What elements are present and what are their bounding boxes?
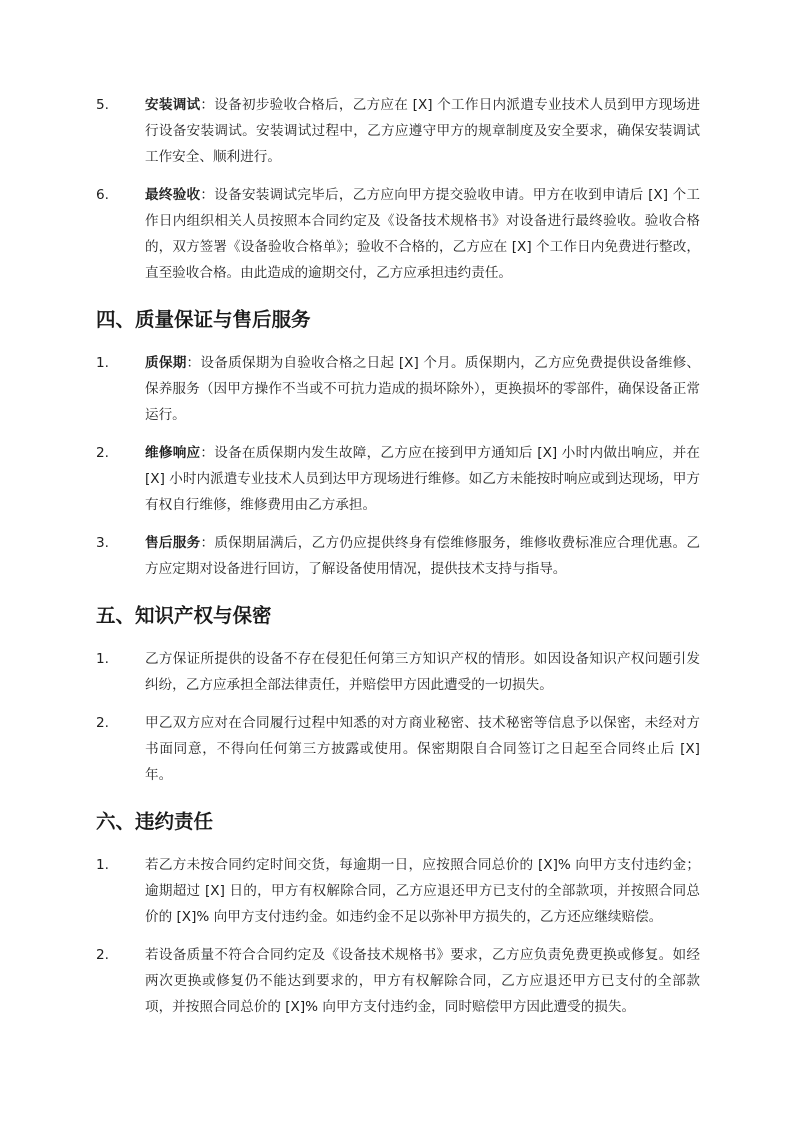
clause-text: 设备在质保期内发生故障，乙方应在接到甲方通知后 [X] 小时内做出响应，并在 [X] 小时内派遣专业技术人员到达甲方现场进行维修。如乙方未能按时响应或到达现场，甲方有权自行维修，维修费用由乙方承担。 (145, 445, 701, 513)
clause-colon: ： (186, 355, 201, 371)
clause-text: 设备质保期为自验收合格之日起 [X] 个月。质保期内，乙方应免费提供设备维修、保养服务（因甲方操作不当或不可抗力造成的损坏除外），更换损坏的零部件，确保设备正常运行。 (145, 355, 701, 423)
list-number: 1. (96, 651, 109, 667)
list-number: 2. (96, 947, 109, 963)
list-number: 1. (96, 857, 109, 873)
list-item-repair-response (96, 440, 700, 518)
list-number: 2. (96, 445, 109, 461)
clause-colon: ： (200, 187, 215, 203)
clause-text: 设备初步验收合格后，乙方应在 [X] 个工作日内派遣专业技术人员到甲方现场进行设备安装调试。安装调试过程中，乙方应遵守甲方的规章制度及安全要求，确保安装调试工作安全、顺利进行。 (145, 97, 701, 165)
clause-term: 质保期 (145, 355, 187, 371)
section-heading-ip-confidentiality: 五、知识产权与保密 (96, 604, 272, 627)
clause-text: 若乙方未按合同约定时间交货，每逾期一日，应按照合同总价的 [X]% 向甲方支付违约金；逾期超过 [X] 日的，甲方有权解除合同，乙方应退还甲方已支付的全部款项，并按照合同总价的 [X]% 向甲方支付违约金。如违约金不足以弥补甲方损失的，乙方还应继续赔偿。 (145, 857, 700, 925)
warranty-list (96, 350, 700, 582)
clause-text: 设备安装调试完毕后，乙方应向甲方提交验收申请。甲方在收到申请后 [X] 个工作日内组织相关人员按照本合同约定及《设备技术规格书》对设备进行最终验收。验收合格的，双方签署《设备验收合格单》；验收不合格的，乙方应在 [X] 个工作日内免费进行整改，直至验收合格。由此造成的逾期交付，乙方应承担违约责任。 (145, 187, 701, 281)
clause-term: 最终验收 (145, 187, 201, 203)
list-item-warranty-period (96, 350, 700, 428)
clause-text: 甲乙双方应对在合同履行过程中知悉的对方商业秘密、技术秘密等信息予以保密，未经对方书面同意，不得向任何第三方披露或使用。保密期限自合同签订之日起至合同终止后 [X] 年。 (145, 715, 700, 783)
list-item-ip (96, 646, 700, 698)
liability-list (96, 852, 700, 1020)
clause-text: 质保期届满后，乙方仍应提供终身有偿维修服务，维修收费标准应合理优惠。乙方应定期对设备进行回访，了解设备使用情况，提供技术支持与指导。 (145, 535, 701, 577)
list-number: 2. (96, 715, 109, 731)
clause-colon: ： (200, 97, 215, 113)
list-item-installation (96, 92, 700, 170)
list-number: 6. (96, 187, 109, 203)
list-item-late-delivery (96, 852, 700, 930)
clause-text: 若设备质量不符合合同约定及《设备技术规格书》要求，乙方应负责免费更换或修复。如经两次更换或修复仍不能达到要求的，甲方有权解除合同，乙方应退还甲方已支付的全部款项，并按照合同总价的 [X]% 向甲方支付违约金，同时赔偿甲方因此遭受的损失。 (145, 947, 700, 1015)
list-number: 3. (96, 535, 109, 551)
list-item-quality-defect (96, 942, 700, 1020)
section-heading-liability: 六、违约责任 (96, 810, 214, 833)
ip-confidentiality-list (96, 646, 700, 788)
clause-text: 乙方保证所提供的设备不存在侵犯任何第三方知识产权的情形。如因设备知识产权问题引发纠纷，乙方应承担全部法律责任，并赔偿甲方因此遭受的一切损失。 (145, 651, 700, 693)
document-body (96, 92, 700, 1032)
list-item-confidentiality (96, 710, 700, 788)
clause-colon: ： (200, 535, 215, 551)
clause-term: 售后服务 (145, 535, 201, 551)
list-item-final-acceptance (96, 182, 700, 286)
clause-colon: ： (200, 445, 215, 461)
clause-term: 维修响应 (145, 445, 201, 461)
list-number: 1. (96, 355, 109, 371)
section-heading-warranty: 四、质量保证与售后服务 (96, 308, 311, 331)
clause-term: 安装调试 (145, 97, 201, 113)
list-item-after-sales (96, 530, 700, 582)
delivery-acceptance-list (96, 92, 700, 286)
list-number: 5. (96, 97, 109, 113)
